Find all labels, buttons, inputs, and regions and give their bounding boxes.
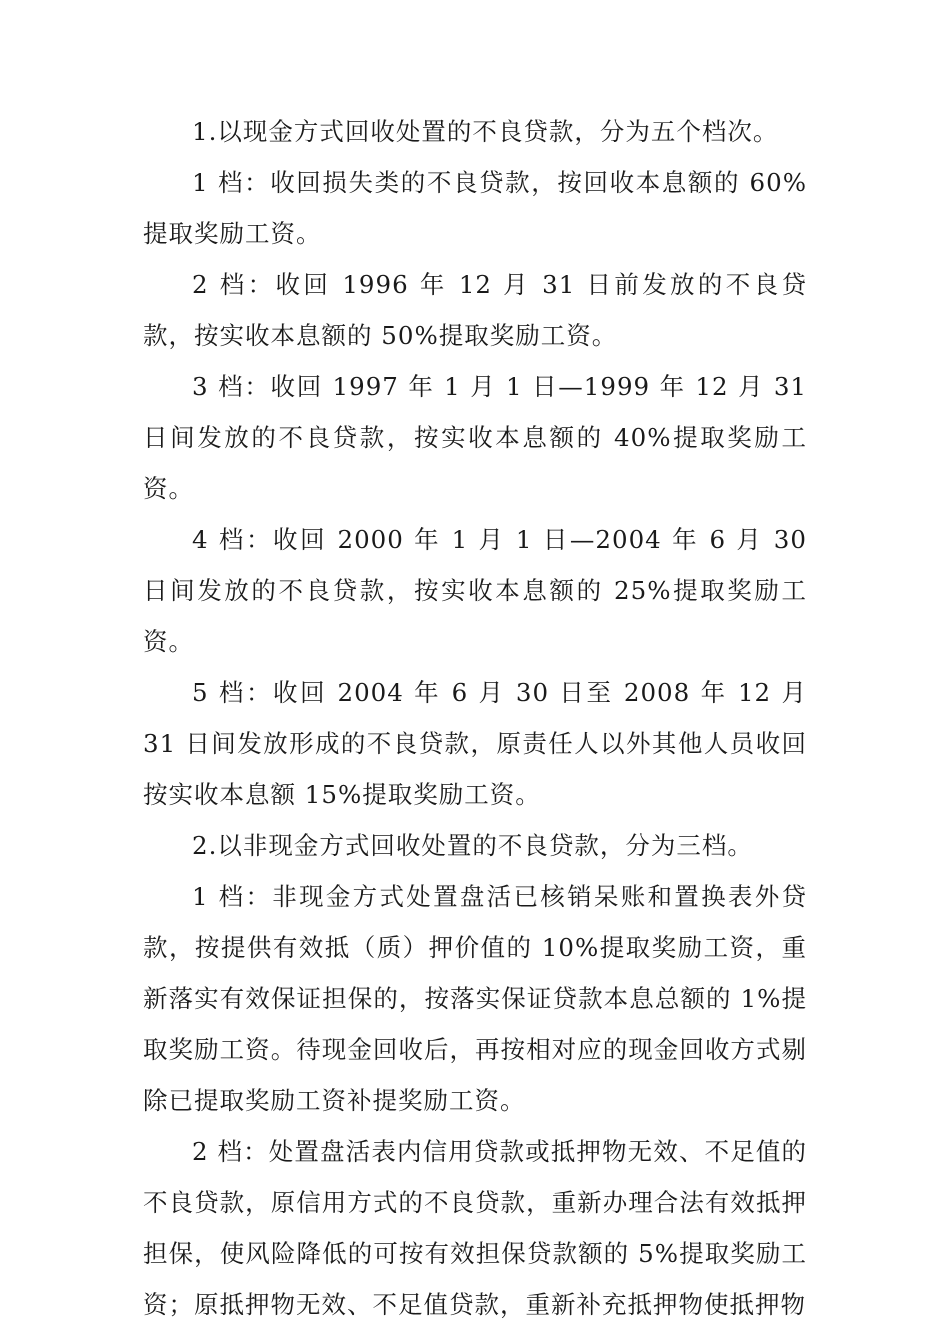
paragraph-cash-tier-1: 1 档：收回损失类的不良贷款，按回收本息额的 60%提取奖励工资。 [143, 168, 807, 248]
document-body [143, 106, 807, 1330]
paragraph-cash-tier-3: 3 档：收回 1997 年 1 月 1 日—1999 年 12 月 31 日间发放的不良贷款，按实收本息额的 40%提取奖励工资。 [143, 372, 807, 503]
paragraph-cash-tier-5: 5 档：收回 2004 年 6 月 30 日至 2008 年 12 月 31 日间发放形成的不良贷款，原责任人以外其他人员收回按实收本息额 15%提取奖励工资。 [143, 678, 807, 809]
paragraph-cash-recovery-heading: 1.以现金方式回收处置的不良贷款，分为五个档次。 [192, 117, 779, 146]
paragraph-cash-tier-2: 2 档：收回 1996 年 12 月 31 日前发放的不良贷款，按实收本息额的 50%提取奖励工资。 [143, 270, 807, 350]
paragraph-noncash-tier-2: 2 档：处置盘活表内信用贷款或抵押物无效、不足值的不良贷款，原信用方式的不良贷款，重新办理合法有效抵押担保，使风险降低的可按有效担保贷款额的 5%提取奖励工资；原抵押物无效、不足值贷款，重新补充抵押物使抵押物 [143, 1137, 807, 1319]
paragraph-noncash-recovery-heading: 2.以非现金方式回收处置的不良贷款，分为三档。 [192, 831, 753, 860]
paragraph-cash-tier-4: 4 档：收回 2000 年 1 月 1 日—2004 年 6 月 30 日间发放的不良贷款，按实收本息额的 25%提取奖励工资。 [143, 525, 807, 656]
paragraph-noncash-tier-1: 1 档：非现金方式处置盘活已核销呆账和置换表外贷款，按提供有效抵（质）押价值的 10%提取奖励工资，重新落实有效保证担保的，按落实保证贷款本息总额的 1%提取奖励工资。待现金回收后，再按相对应的现金回收方式剔除已提取奖励工资补提奖励工资。 [143, 882, 807, 1115]
